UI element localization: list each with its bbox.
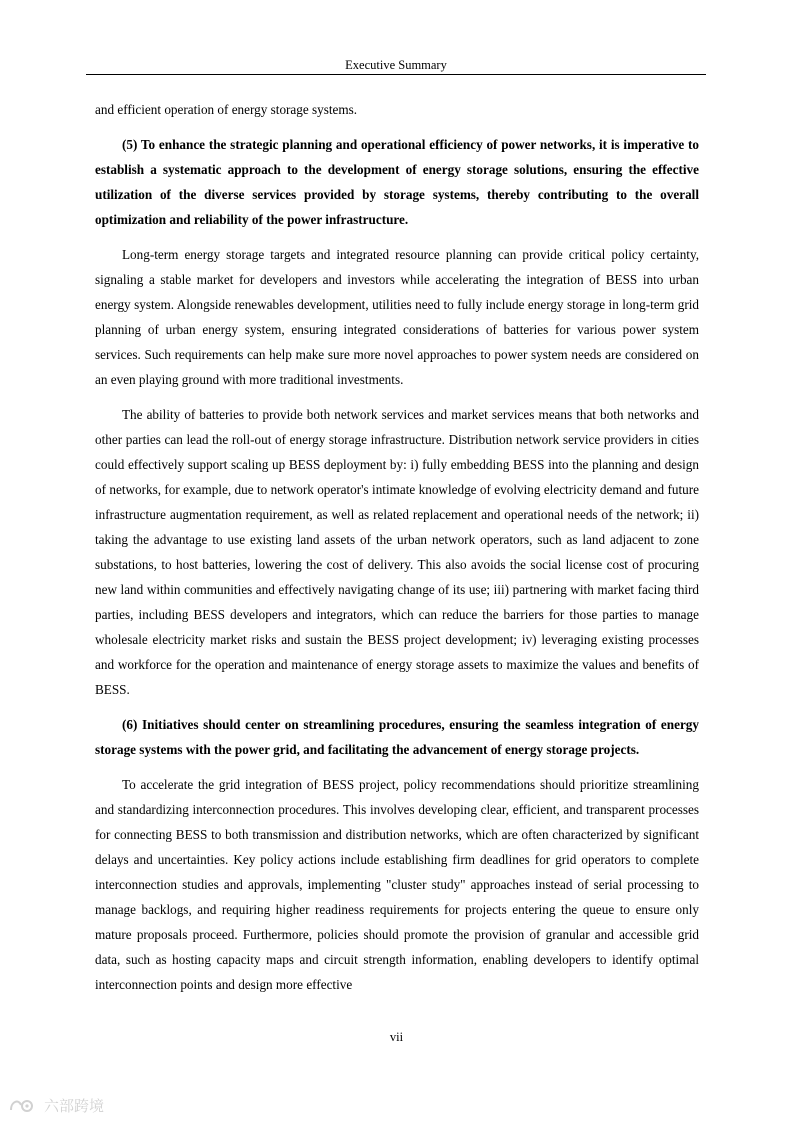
paragraph-grid-integration: To accelerate the grid integration of BESS project, policy recommendations should prioritize streamlining and standardizing interconnection procedures. This involves developing clear, efficient, and transparent processes for connecting BESS to both transmission and distribution networks, which are often characterized by significant delays and uncertainties. Key policy actions include establishing firm deadlines for grid operators to complete interconnection studies and approvals, implementing "cluster study" approaches instead of serial processing to manage backlogs, and requiring higher readiness requirements for projects entering the queue to ensure only mature proposals proceed. Furthermore, policies should promote the provision of granular and accessible grid data, such as hosting capacity maps and circuit strength information, enabling developers to identify optimal interconnection points and design more effective xyxy=(95,777,699,992)
running-header xyxy=(86,58,706,75)
watermark-logo-icon xyxy=(8,1096,38,1114)
paragraph-network-services: The ability of batteries to provide both network services and market services means that both networks and other parties can lead the roll-out of energy storage infrastructure. Distribution network service providers in cities could effectively support scaling up BESS deployment by: i) fully embedding BESS into the planning and design of networks, for example, due to network operator's intimate knowledge of evolving electricity demand and future infrastructure augmentation requirement, as well as related replacement and operational needs of the network; ii) taking the advantage to use existing land assets of the urban network operators, such as land adjacent to zone substations, to host batteries, lowering the cost of delivery. This also avoids the social license cost of procuring new land within communities and effectively navigating change of its use; iii) partnering with market facing third parties, including BESS developers and integrators, which can reduce the barriers for those parties to manage wholesale electricity market risks and sustain the BESS project development; iv) leveraging existing processes and workforce for the operation and maintenance of energy storage assets to maximize the values and benefits of BESS. xyxy=(95,407,699,697)
header-title: Executive Summary xyxy=(345,58,447,72)
recommendation-heading-5: (5) To enhance the strategic planning and operational efficiency of power networks, it is imperative to establish a systematic approach to the development of energy storage solutions, ensuring the effective utilization of the diverse services provided by storage systems, thereby contributing to the overall optimization and reliability of the power infrastructure. xyxy=(95,137,699,227)
watermark xyxy=(8,1094,110,1116)
paragraph-long-term-targets: Long-term energy storage targets and integrated resource planning can provide critical policy certainty, signaling a stable market for developers and investors while accelerating the integration of BESS into urban energy system. Alongside renewables development, utilities need to fully include energy storage in long-term grid planning of urban energy system, ensuring integrated considerations of batteries for various power system services. Such requirements can help make sure more novel approaches to power system needs are considered on an even playing ground with more traditional investments. xyxy=(95,247,699,387)
paragraph-continuation: and efficient operation of energy storage systems. xyxy=(95,102,358,117)
recommendation-heading-6: (6) Initiatives should center on streamlining procedures, ensuring the seamless integration of energy storage systems with the power grid, and facilitating the advancement of energy storage projects. xyxy=(95,717,699,757)
watermark-wordmark xyxy=(44,1095,110,1115)
page-number: vii xyxy=(389,1030,404,1044)
svg-text:六部跨境: 六部跨境 xyxy=(44,1097,105,1115)
document-body xyxy=(95,97,699,1007)
